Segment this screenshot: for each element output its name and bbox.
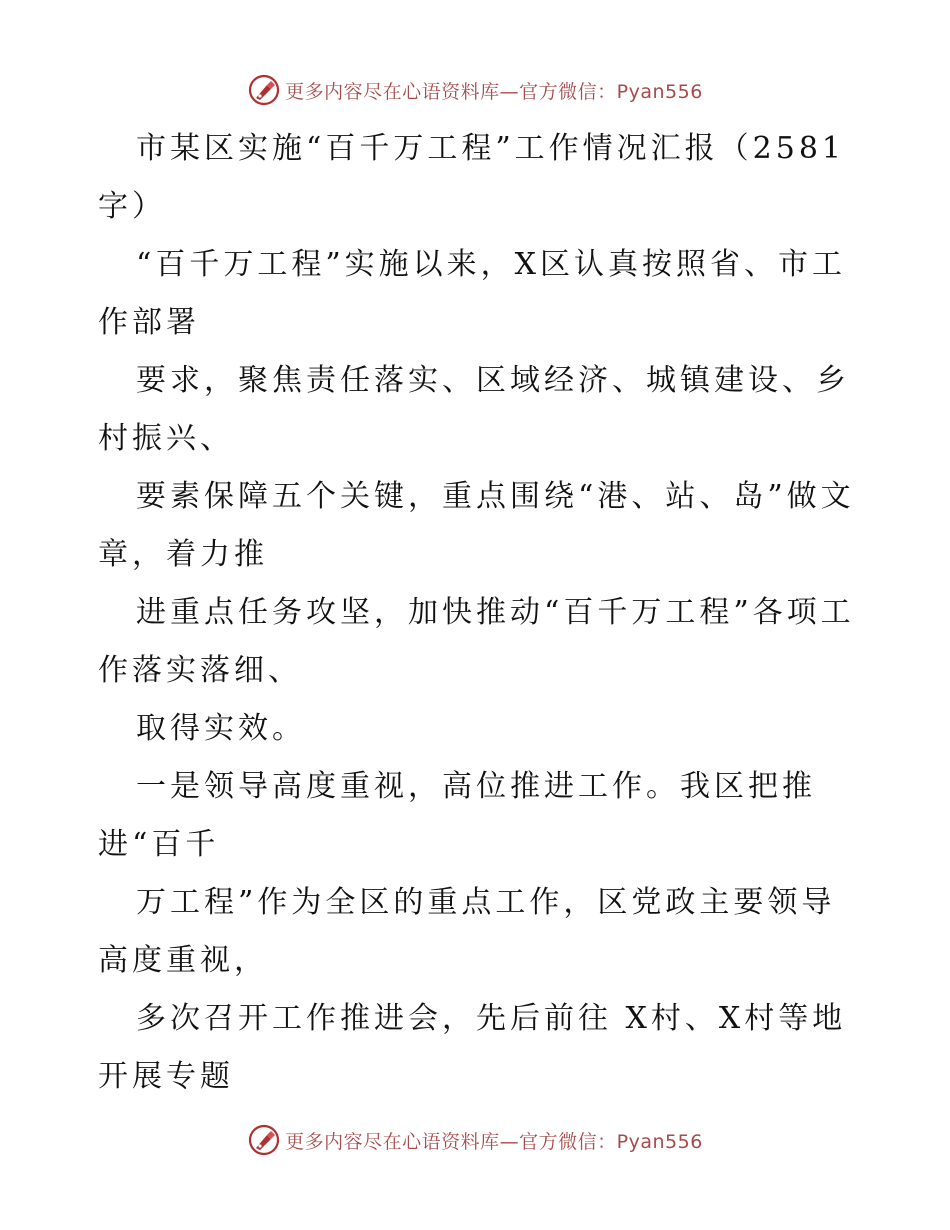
- document-body: [98, 120, 858, 1106]
- watermark-text: 更多内容尽在心语资料库—官方微信：Pyan556: [285, 80, 703, 103]
- paragraph: 要求，聚焦责任落实、区域经济、城镇建设、乡村振兴、: [98, 363, 850, 456]
- pen-nib-logo-icon: [247, 1123, 281, 1157]
- pen-nib-logo-icon: [247, 73, 281, 107]
- paragraph: 取得实效。: [136, 711, 306, 746]
- paragraph: “百千万工程”实施以来，X区认真按照省、市工作部署: [98, 247, 847, 340]
- paragraph: 多次召开工作推进会，先后前往 X村、X村等地开展专题: [98, 1001, 847, 1094]
- footer-watermark: [0, 1120, 950, 1160]
- paragraph: 要素保障五个关键，重点围绕“港、站、岛”做文章，着力推: [98, 479, 855, 572]
- header-watermark: [0, 70, 950, 110]
- watermark-text: 更多内容尽在心语资料库—官方微信：Pyan556: [285, 1130, 703, 1153]
- paragraph: 万工程”作为全区的重点工作，区党政主要领导高度重视，: [98, 885, 836, 978]
- paragraph: 进重点任务攻坚，加快推动“百千万工程”各项工作落实落细、: [98, 595, 855, 688]
- paragraph: 一是领导高度重视，高位推进工作。我区把推进“百千: [98, 769, 816, 862]
- document-title: 市某区实施“百千万工程”工作情况汇报（2581字）: [98, 131, 846, 224]
